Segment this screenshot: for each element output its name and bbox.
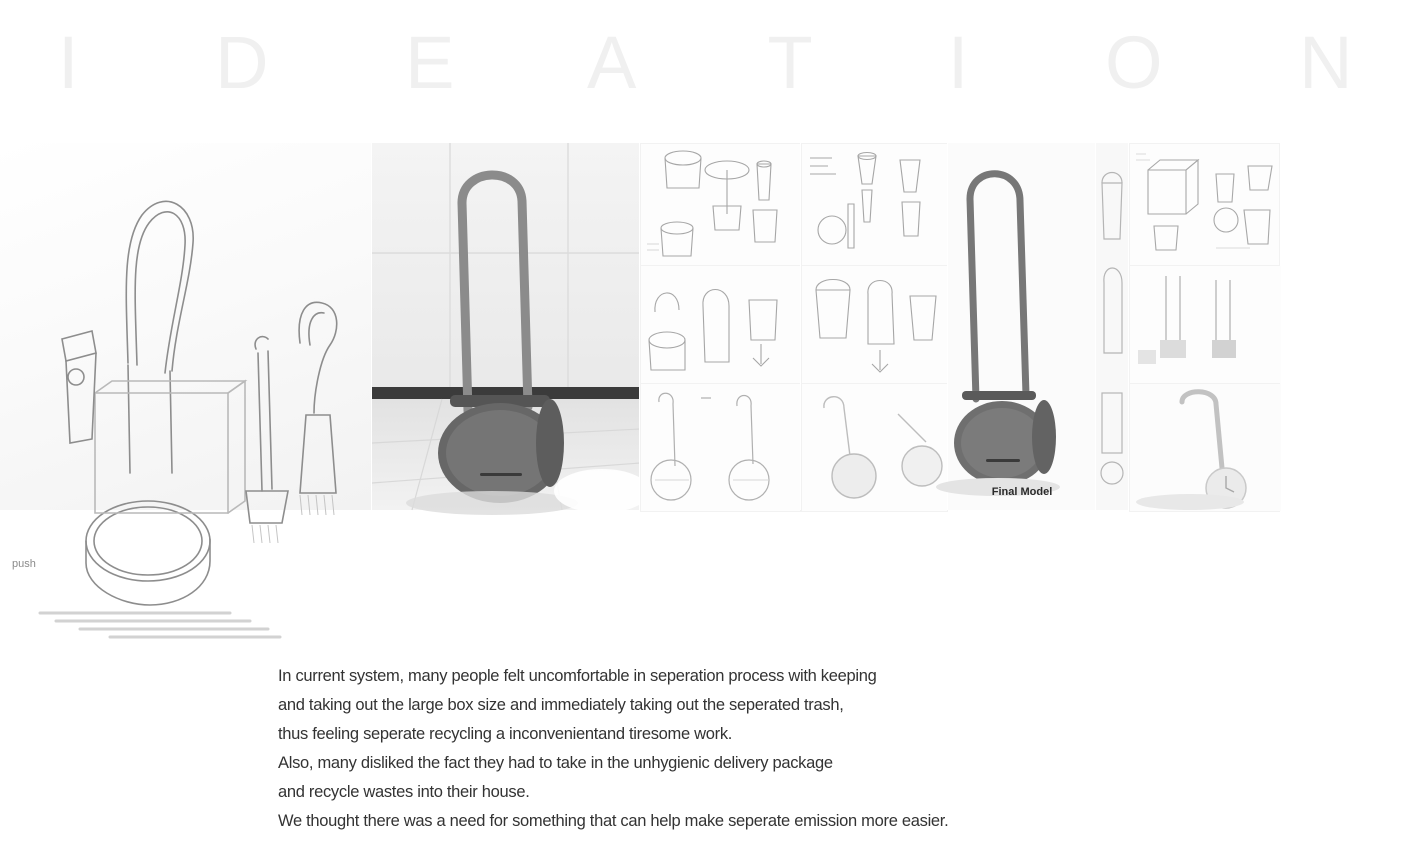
sketch-thumb-a: [641, 144, 802, 266]
description-line: We thought there was a need for something that can help make seperate emission more easier.: [278, 812, 949, 830]
panel-thumbnail-sketch-grid-1: [640, 143, 801, 510]
sketch-tile: [1129, 383, 1280, 512]
panel-final-model-render: [948, 143, 1096, 510]
ideation-image-strip: [0, 143, 1280, 570]
description-line: and recycle wastes into their house.: [278, 783, 530, 801]
panel-thumbnail-sketch-grid-4: [1129, 143, 1280, 510]
panel-thumbnail-sketch-grid-2: [801, 143, 948, 510]
panel-hand-sketch-concepts: [0, 143, 372, 570]
render-thumb-h: [1130, 266, 1281, 384]
sketch-tile: [640, 143, 801, 267]
sketch-tile: [640, 383, 801, 512]
page-title: I D E A T I O N: [58, 21, 1411, 104]
sketch-thumb-e: [802, 266, 949, 384]
sketch-tile: [801, 265, 948, 385]
render-thumb-i: [1130, 384, 1281, 511]
render-thumb-f: [802, 384, 949, 511]
technical-sketch-thumb: [1130, 144, 1281, 266]
description-line: thus feeling seperate recycling a inconvenientand tiresome work.: [278, 725, 733, 743]
final-model-illustration: [948, 143, 1096, 510]
panel-thumbnail-sketch-grid-3: [1096, 143, 1129, 510]
sketch-thumb-d: [802, 144, 949, 266]
sketch-tile: [1129, 143, 1280, 267]
prototype-photo-illustration: [372, 143, 640, 510]
sketch-tile: [1129, 265, 1280, 385]
push-annotation-label: push: [12, 558, 36, 570]
final-model-caption: Final Model: [991, 486, 1053, 498]
description-line: In current system, many people felt uncomfortable in seperation process with keeping: [278, 667, 877, 685]
sketch-tile: [801, 143, 948, 267]
sketch-thumb-b: [641, 266, 802, 384]
hand-sketch-illustration: [0, 143, 372, 570]
sketch-tile: [640, 265, 801, 385]
sketch-thumb-g: [1096, 143, 1129, 510]
panel-photo-prototype: [372, 143, 640, 510]
sketch-thumb-c: [641, 384, 802, 511]
sketch-tile: [801, 383, 948, 512]
description-line: Also, many disliked the fact they had to take in the unhygienic delivery package: [278, 754, 833, 772]
description-paragraph: [278, 662, 1038, 836]
description-line: and taking out the large box size and immediately taking out the seperated trash,: [278, 696, 844, 714]
